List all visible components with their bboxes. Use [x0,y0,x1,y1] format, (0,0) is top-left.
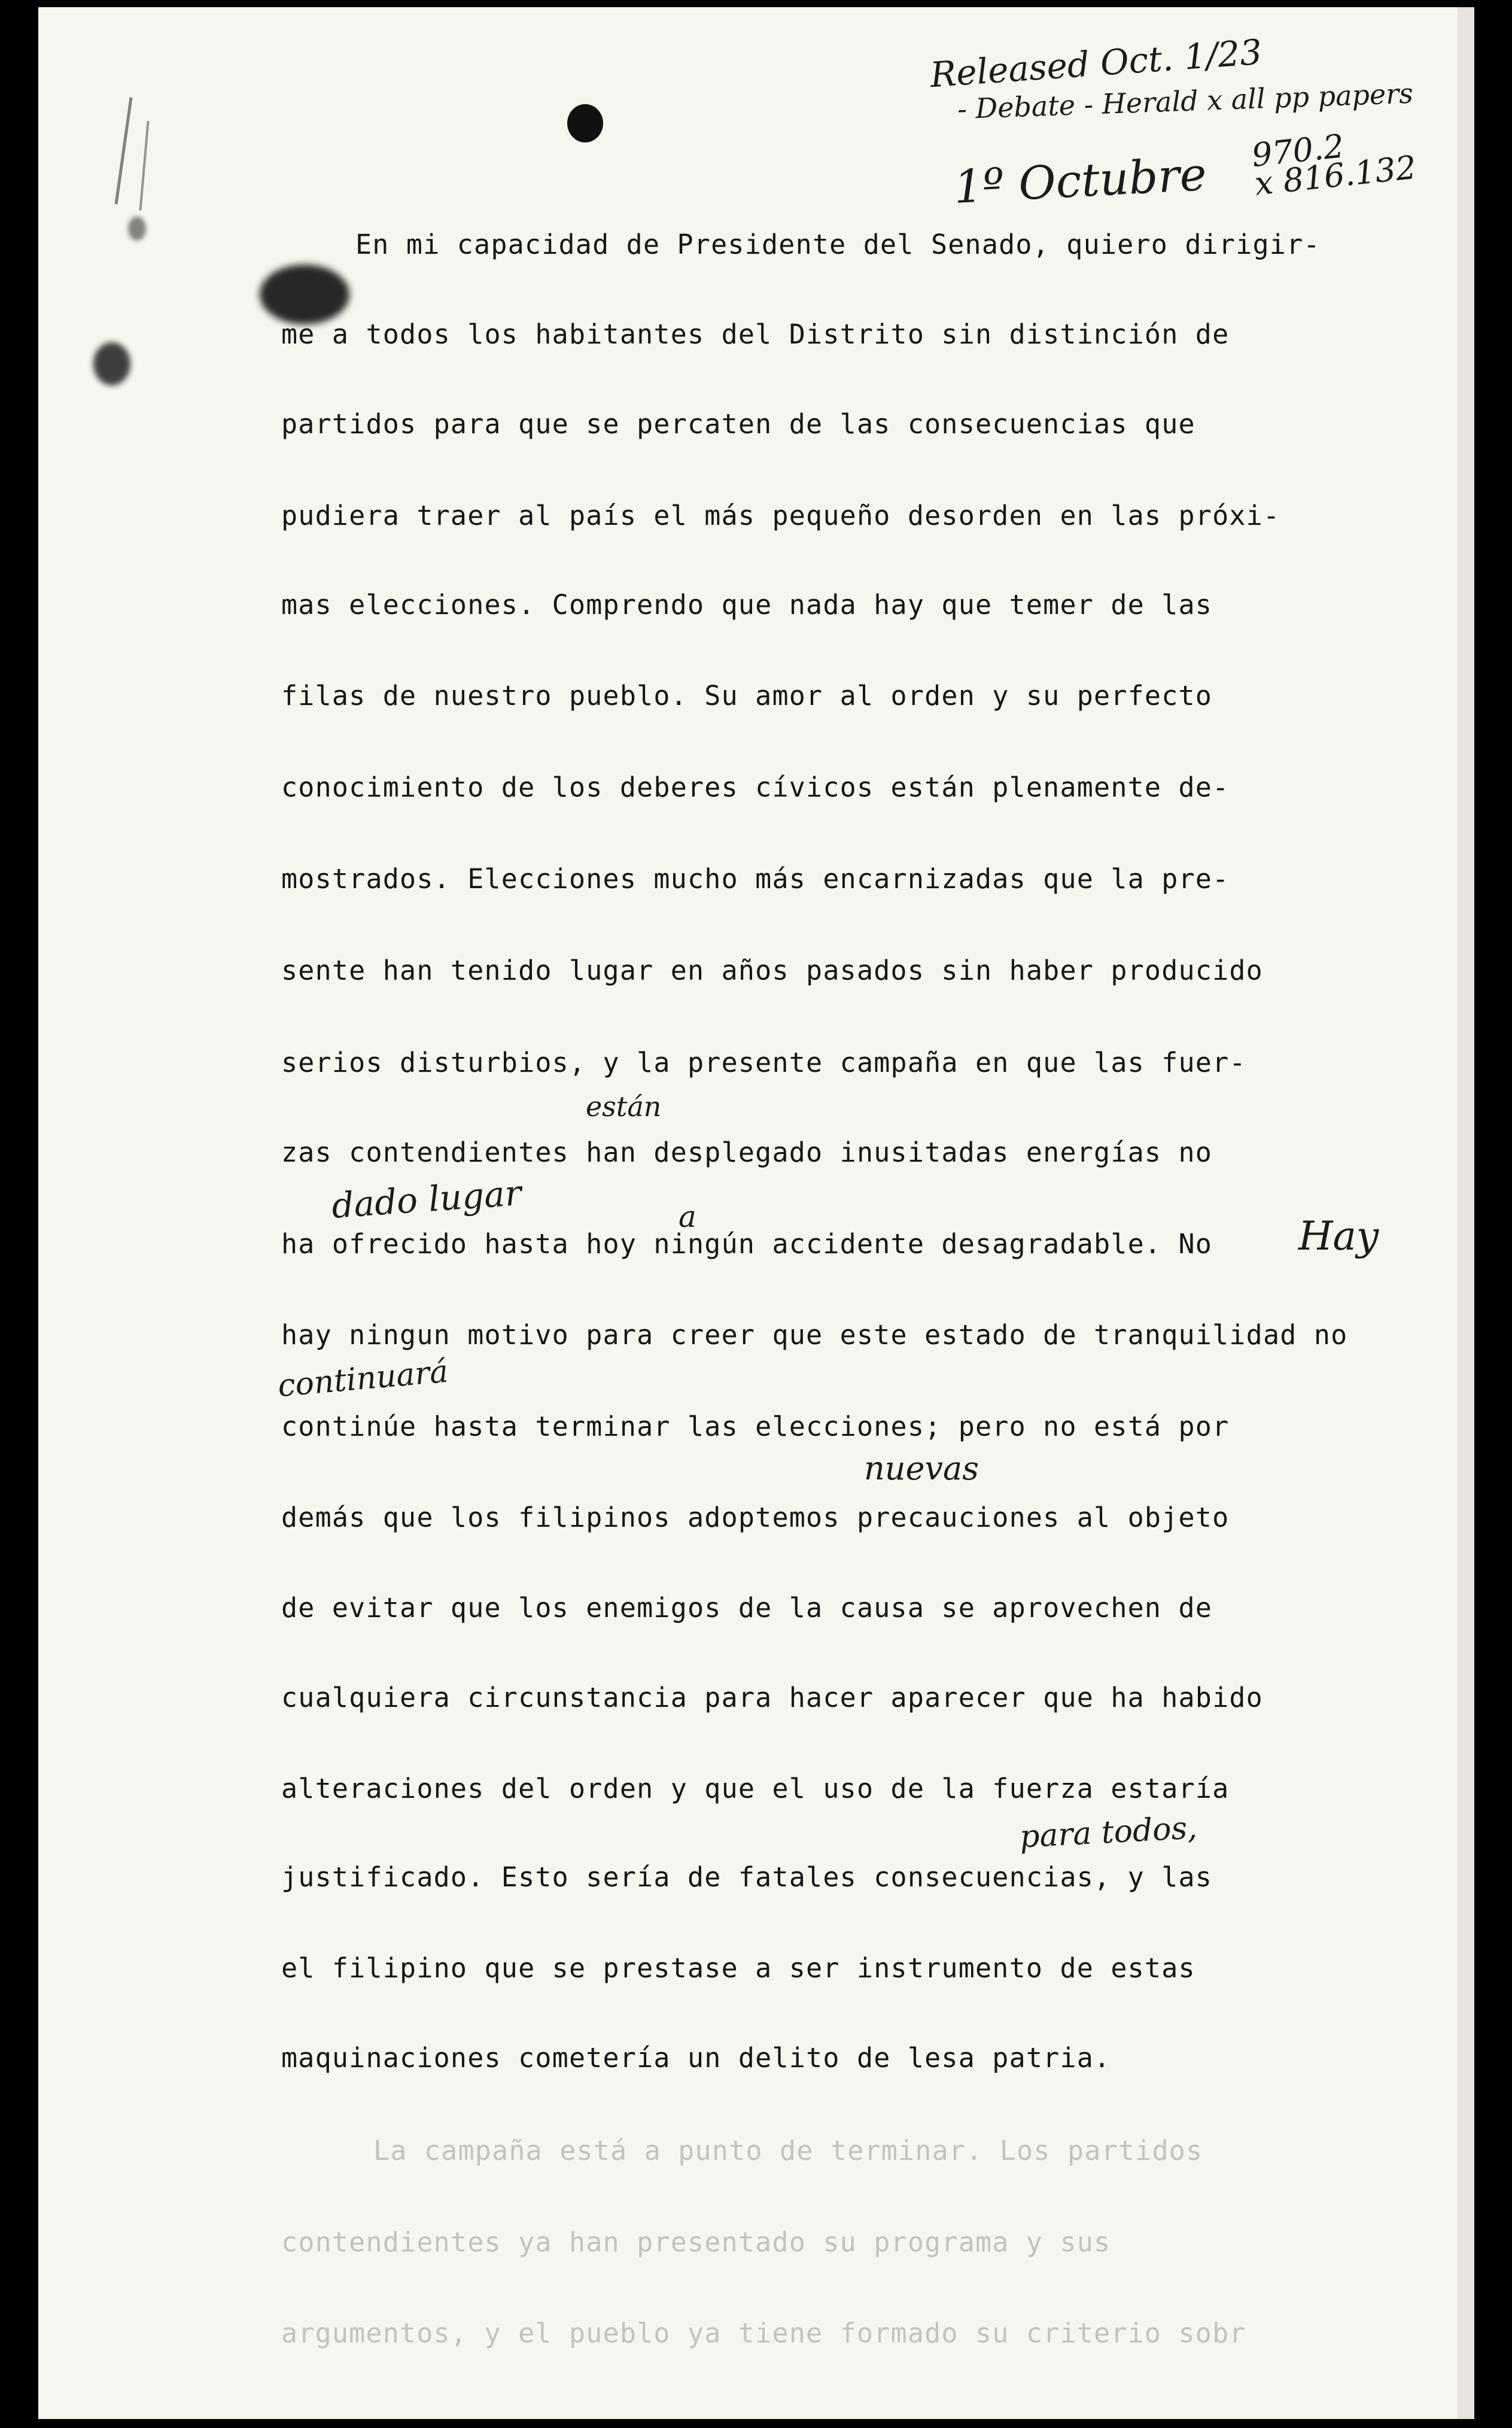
scratch-mark [114,98,132,205]
text-line-4: pudiera traer al país el más pequeño desorden en las próxi- [281,500,1280,531]
text-line-2: me a todos los habitantes del Distrito sin distinción de [281,318,1230,350]
text-line-11: zas contendientes han desplegado inusitadas energías no [281,1136,1213,1168]
text-line-18: alteraciones del orden y que el uso de la fuerza estaría [281,1773,1230,1804]
distribution-note: - Debate - Herald x all pp papers [957,77,1414,126]
text-line-21: maquinaciones cometería un delito de lesa patria. [281,2042,1111,2074]
text-line-12: ha ofrecido hasta hoy ningún accidente desagradable. No [281,1228,1213,1260]
insertion-nuevas: nuevas [864,1449,979,1487]
faded-line-3: argumentos, y el pueblo ya tiene formado su criterio sobr [281,2317,1246,2349]
insertion-hay: Hay [1298,1213,1379,1259]
text-line-3: partidos para que se percaten de las consecuencias que [281,408,1195,440]
text-line-9: sente han tenido lugar en años pasados sin haber producido [281,955,1263,986]
text-line-19: justificado. Esto sería de fatales consecuencias, y las [281,1861,1213,1893]
release-note: Released Oct. 1/23 [929,31,1264,96]
text-line-5: mas elecciones. Comprendo que nada hay que temer de las [281,589,1213,621]
text-line-8: mostrados. Elecciones mucho más encarnizadas que la pre- [281,863,1230,895]
ink-blot [93,342,130,385]
text-line-1: En mi capacidad de Presidente del Senado, quiero dirigir- [355,229,1321,260]
text-line-16: de evitar que los enemigos de la causa se aprovechen de [281,1592,1213,1624]
scratch-mark [139,121,149,211]
document-page [38,7,1474,2419]
faded-line-2: contendientes ya han presentado su programa y sus [281,2226,1111,2258]
faded-line-1: La campaña está a punto de terminar. Los partidos [373,2135,1203,2166]
text-line-14: continúe hasta terminar las elecciones; pero no está por [281,1411,1230,1442]
ink-blot [567,104,603,142]
file-numbers: 970.2 x 816.132 [1249,127,1418,203]
insertion-dado-lugar: dado lugar [330,1172,523,1226]
page-edge [1458,7,1474,2419]
text-line-17: cualquiera circunstancia para hacer aparecer que ha habido [281,1682,1263,1713]
insertion-estan: están [586,1090,662,1123]
insertion-a: a [679,1199,696,1234]
ink-blot [260,265,349,324]
insertion-para-todos: para todos, [1018,1810,1198,1855]
text-line-15: demás que los filipinos adoptemos precauciones al objeto [281,1502,1230,1533]
text-line-7: conocimiento de los deberes cívicos están plenamente de- [281,771,1230,803]
text-line-13: hay ningun motivo para creer que este estado de tranquilidad no [281,1319,1348,1351]
insertion-continuara: continuará [276,1353,450,1405]
date-note: 1º Octubre [952,147,1208,214]
text-line-10: serios disturbios, y la presente campaña en que las fuer- [281,1047,1246,1078]
text-line-6: filas de nuestro pueblo. Su amor al orden y su perfecto [281,680,1213,712]
text-line-20: el filipino que se prestase a ser instrumento de estas [281,1952,1195,1984]
ink-blot [128,217,146,241]
